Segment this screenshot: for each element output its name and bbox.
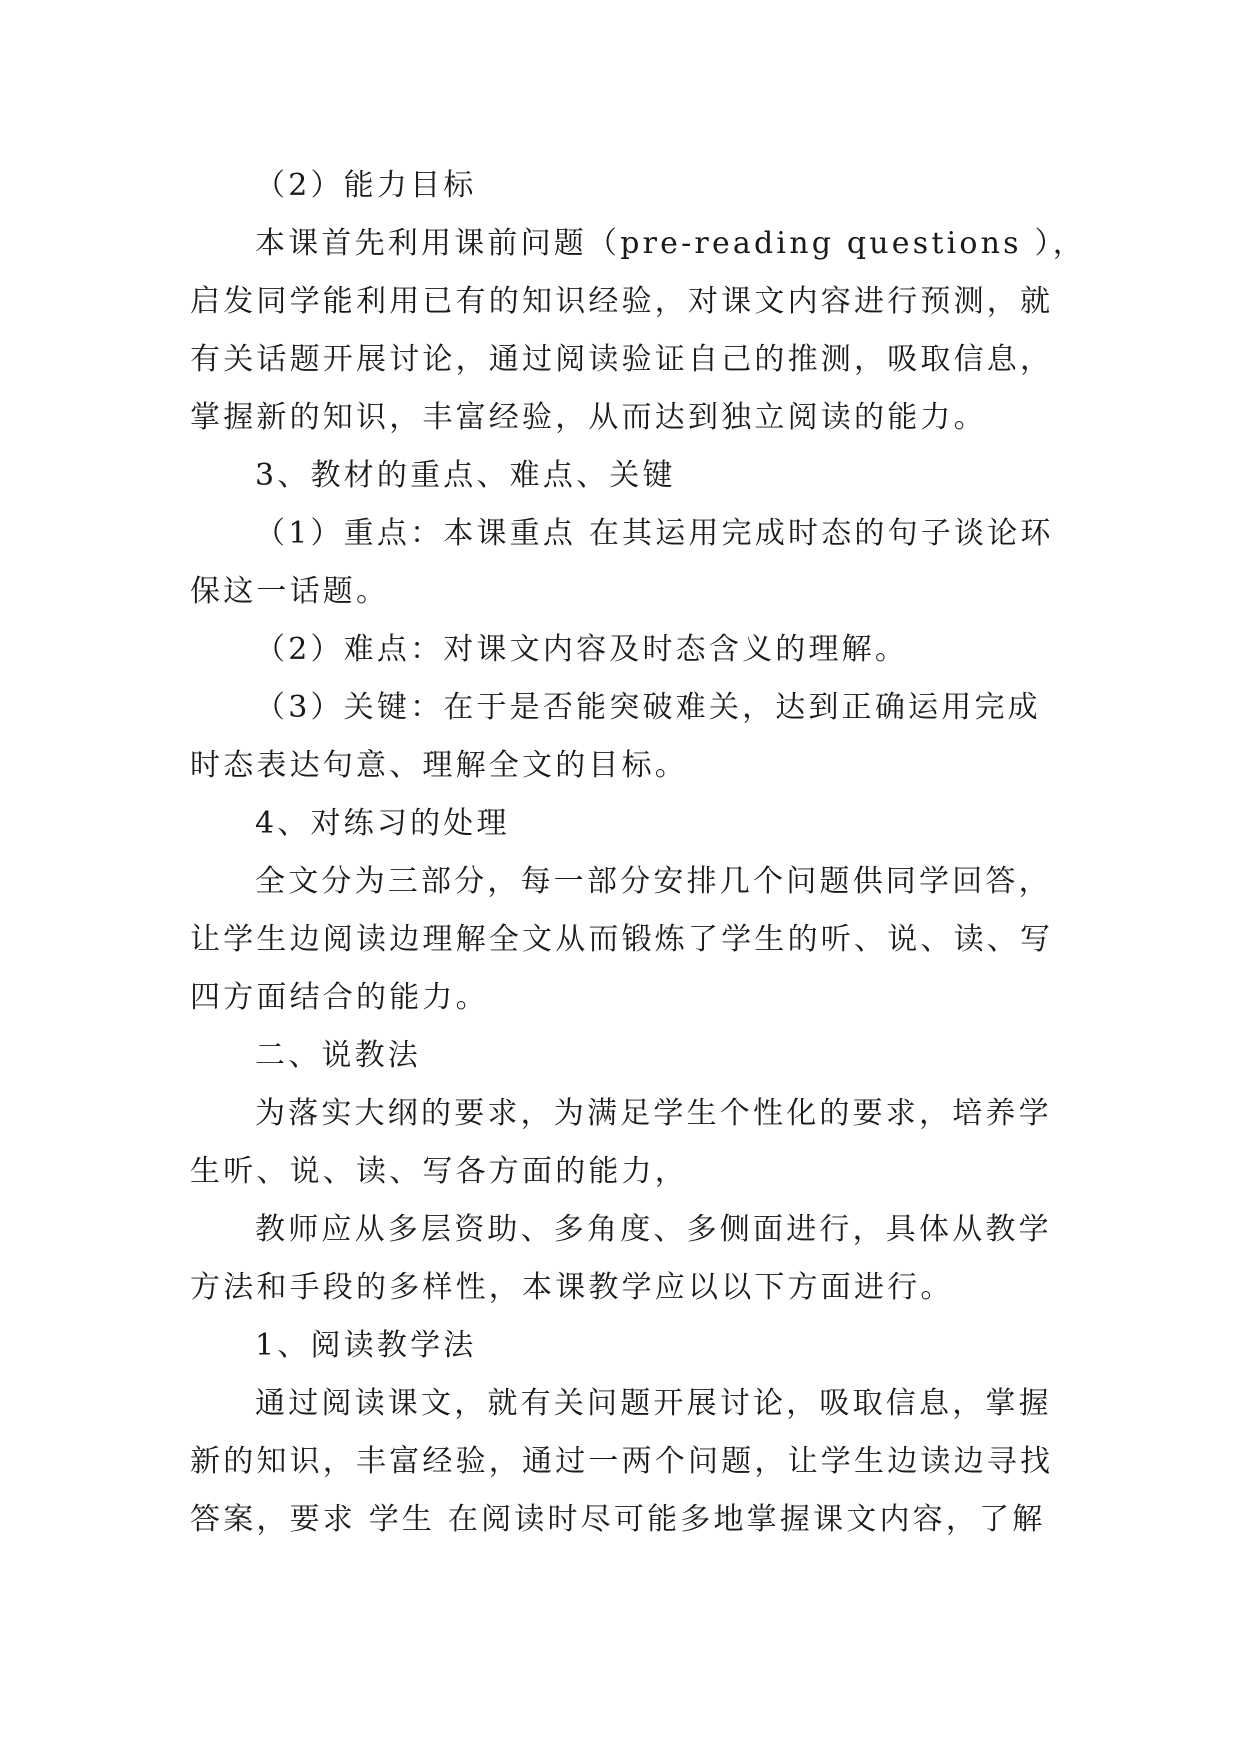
paragraph-line: 教师应从多层资助、多角度、多侧面进行，具体从教学 xyxy=(255,1212,1052,1247)
section-heading-key-points: 3、教材的重点、难点、关键 xyxy=(255,458,676,493)
paragraph-line: （3）关键：在于是否能突破难关，达到正确运用完成 xyxy=(255,690,1041,725)
paragraph-line: 通过阅读课文，就有关问题开展讨论，吸取信息，掌握 xyxy=(255,1386,1052,1421)
paragraph-line: 保这一话题。 xyxy=(190,574,390,609)
paragraph-line: 时态表达句意、理解全文的目标。 xyxy=(190,748,688,783)
paragraph-line: 全文分为三部分，每一部分安排几个问题供同学回答， xyxy=(255,864,1052,899)
paragraph-line: 本课首先利用课前问题（pre-reading questions ）， xyxy=(255,226,1086,261)
section-heading-teaching-method: 二、说教法 xyxy=(255,1038,421,1073)
paragraph-line: （1）重点：本课重点 在其运用完成时态的句子谈论环 xyxy=(255,516,1054,551)
paragraph-line: 方法和手段的多样性，本课教学应以以下方面进行。 xyxy=(190,1270,954,1305)
paragraph-line: 有关话题开展讨论，通过阅读验证自己的推测，吸取信息， xyxy=(190,342,1054,377)
paragraph-line: 启发同学能利用已有的知识经验，对课文内容进行预测，就 xyxy=(190,284,1054,319)
section-heading-reading-method: 1、阅读教学法 xyxy=(255,1328,477,1363)
paragraph-line: 新的知识，丰富经验，通过一两个问题，让学生边读边寻找 xyxy=(190,1444,1054,1479)
paragraph-line: 四方面结合的能力。 xyxy=(190,980,489,1015)
paragraph-line: 为落实大纲的要求，为满足学生个性化的要求，培养学 xyxy=(255,1096,1052,1131)
paragraph-line: 答案，要求 学生 在阅读时尽可能多地掌握课文内容，了解 xyxy=(190,1502,1046,1537)
subheading-ability-goal: （2）能力目标 xyxy=(255,168,477,203)
section-heading-exercises: 4、对练习的处理 xyxy=(255,806,510,841)
paragraph-line: 让学生边阅读边理解全文从而锻炼了学生的听、说、读、写 xyxy=(190,922,1054,957)
paragraph-line: 掌握新的知识，丰富经验，从而达到独立阅读的能力。 xyxy=(190,400,987,435)
paragraph-line: （2）难点：对课文内容及时态含义的理解。 xyxy=(255,632,909,667)
paragraph-line: 生听、说、读、写各方面的能力， xyxy=(190,1154,688,1189)
